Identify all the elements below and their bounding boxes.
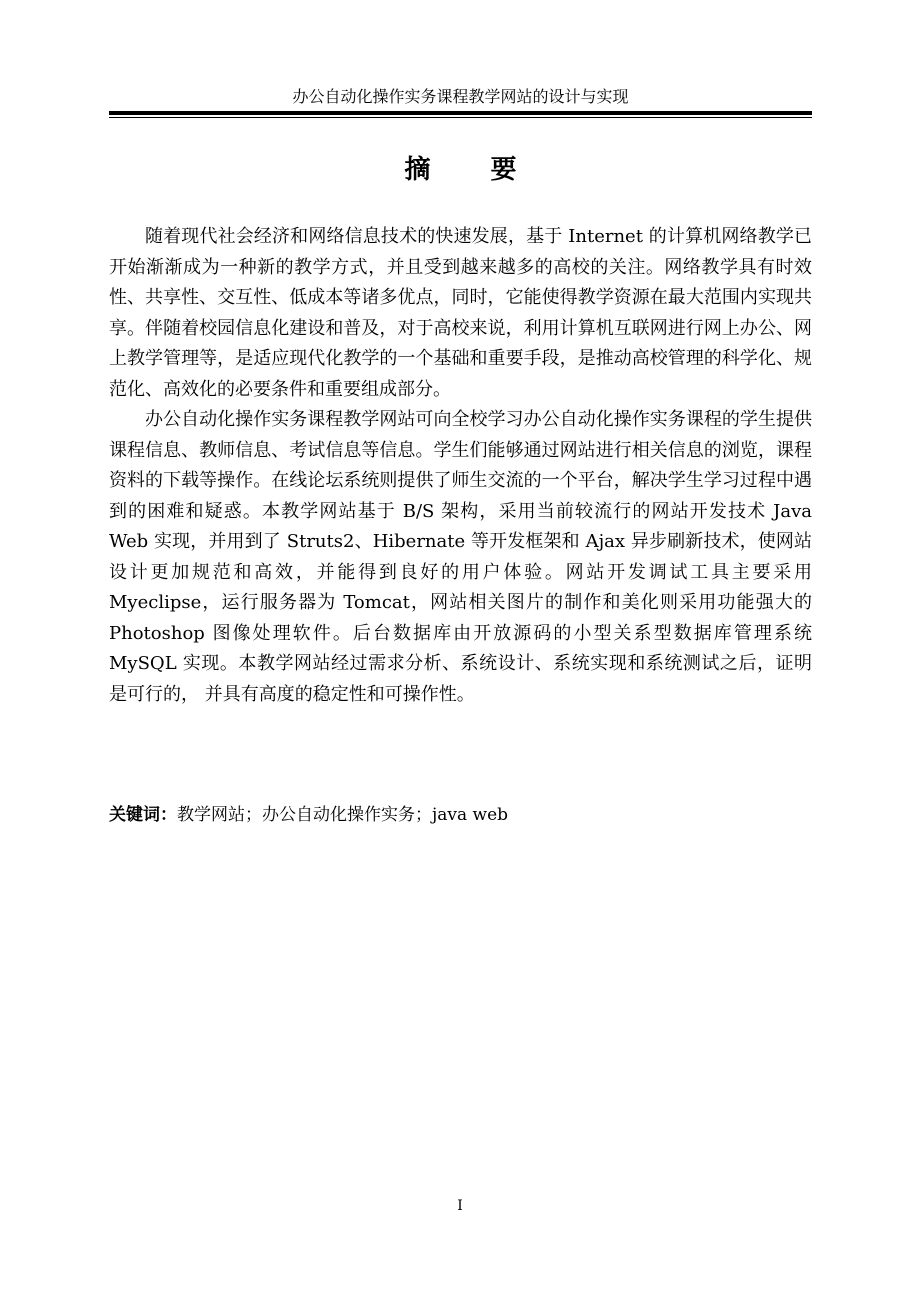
header-rule-thick [109,111,812,115]
keywords-line [109,800,812,830]
abstract-paragraph-2: 办公自动化操作实务课程教学网站可向全校学习办公自动化操作实务课程的学生提供课程信息、教师信息、考试信息等信息。学生们能够通过网站进行相关信息的浏览，课程资料的下载等操作。在线论坛系统则提供了师生交流的一个平台，解决学生学习过程中遇到的困难和疑惑。本教学网站基于 B/S 架构，采用当前较流行的网站开发技术 Java Web 实现，并用到了 Struts2、Hibernate 等开发框架和 Ajax 异步刷新技术，使网站设计更加规范和高效，并能得到良好的用户体验。网站开发调试工具主要采用 Myeclipse，运行服务器为 Tomcat，网站相关图片的制作和美化则采用功能强大的 Photoshop 图像处理软件。后台数据库由开放源码的小型关系型数据库管理系统 MySQL 实现。本教学网站经过需求分析、系统设计、系统实现和系统测试之后，证明是可行的， 并具有高度的稳定性和可操作性。 [109,409,812,705]
abstract-heading: 摘要 [404,155,577,185]
page-number: I [457,1198,463,1214]
abstract-body [109,222,812,710]
abstract-paragraph-1: 随着现代社会经济和网络信息技术的快速发展，基于 Internet 的计算机网络教学已开始渐渐成为一种新的教学方式，并且受到越来越多的高校的关注。网络教学具有时效性、共享性、交互性、低成本等诸多优点，同时，它能使得教学资源在最大范围内实现共享。伴随着校园信息化建设和普及，对于高校来说，利用计算机互联网进行网上办公、网上教学管理等，是适应现代化教学的一个基础和重要手段，是推动高校管理的科学化、规范化、高效化的必要条件和重要组成部分。 [109,226,812,400]
keywords-text: 教学网站；办公自动化操作实务；java web [177,805,509,825]
keywords-label: 关键词： [109,805,177,825]
header-rule-thin [109,117,812,118]
running-header: 办公自动化操作实务课程教学网站的设计与实现 [292,87,629,106]
